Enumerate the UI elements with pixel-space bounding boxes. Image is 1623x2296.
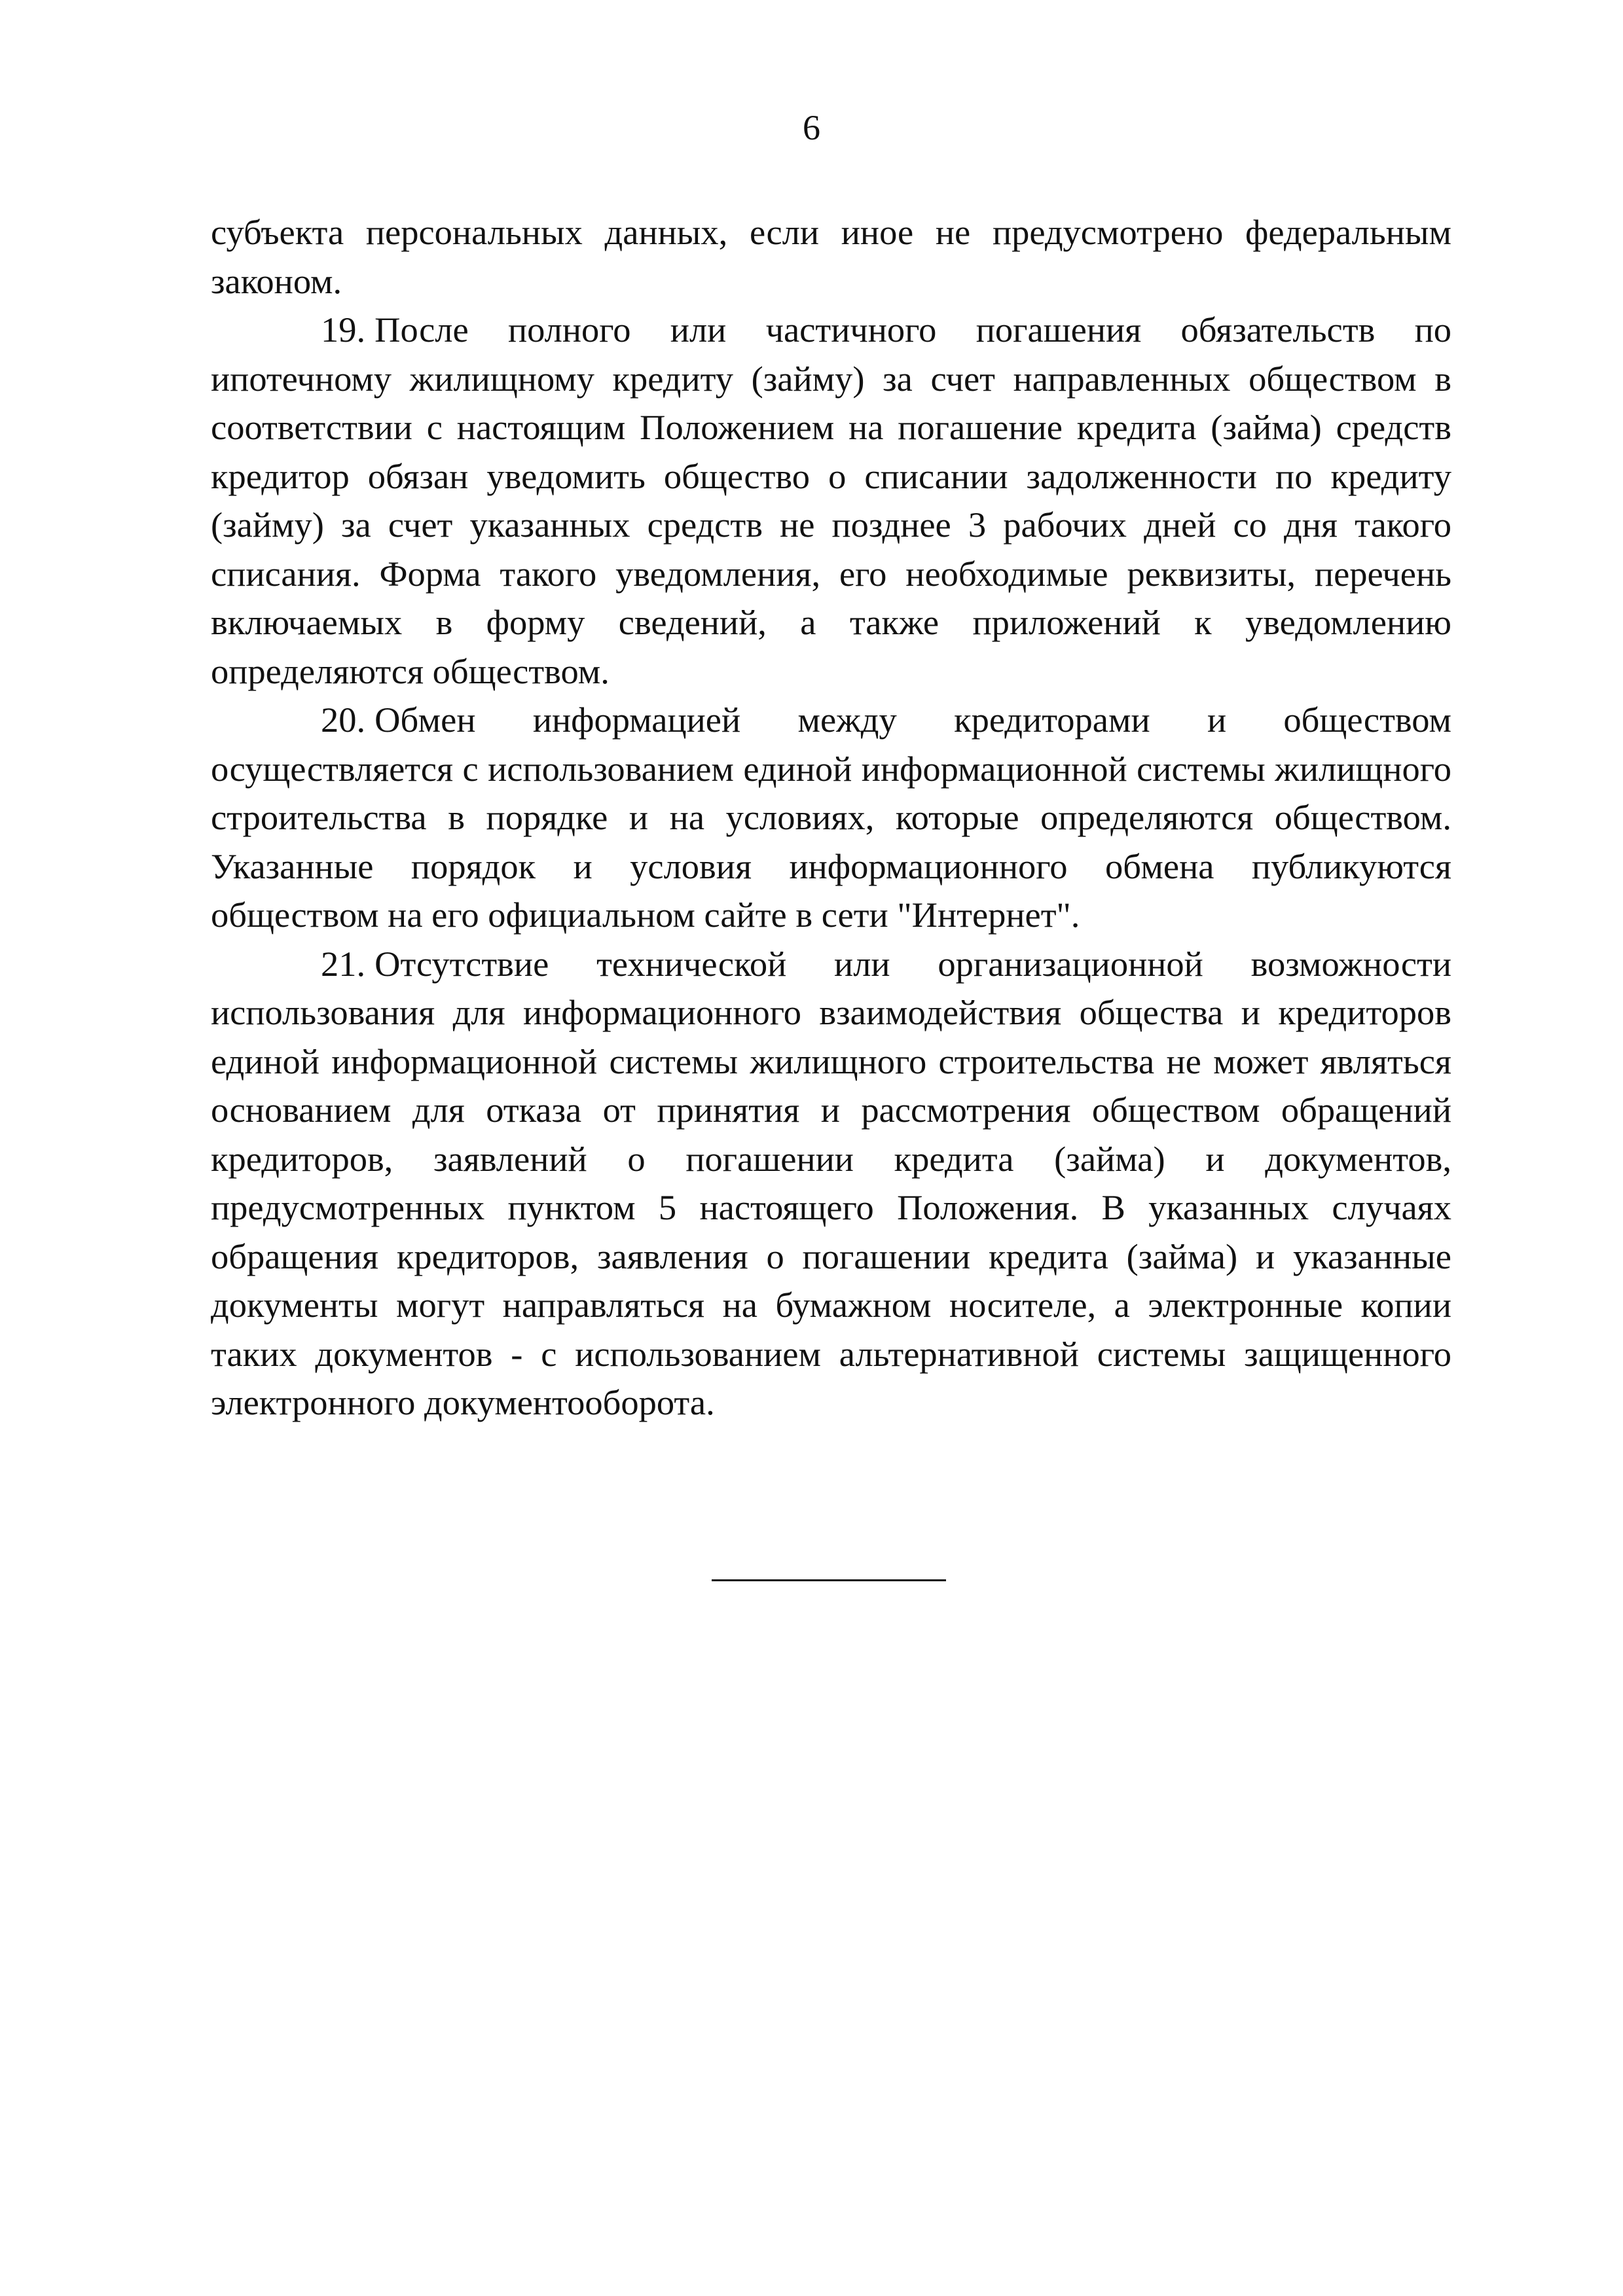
document-body <box>211 208 1451 1427</box>
paragraph-text: субъекта персональных данных, если иное не предусмотрено федеральным законом. <box>211 212 1451 301</box>
paragraph-20 <box>211 696 1451 940</box>
paragraph-text: После полного или частичного погашения обязательств по ипотечному жилищному кредиту (займу) за счет направленных обществом в соответствии с настоящим Положением на погашение кредита (займа) средств кредитор обязан уведомить общество о списании задолженности по кредиту (займу) за счет указанных средств не позднее 3 рабочих дней со дня такого списания. Форма такого уведомления, его необходимые реквизиты, перечень включаемых в форму сведений, а также приложений к уведомлению определяются обществом. <box>211 310 1451 691</box>
page-number: 6 <box>803 108 820 147</box>
paragraph-21 <box>211 940 1451 1427</box>
paragraph-continuation <box>211 208 1451 306</box>
paragraph-text: Отсутствие технической или организационной возможности использования для информационного взаимодействия общества и кредиторов единой информационной системы жилищного строительства не может являться основанием для отказа от принятия и рассмотрения обществом обращений кредиторов, заявлений о погашении кредита (займа) и документов, предусмотренных пунктом 5 настоящего Положения. В указанных случаях обращения кредиторов, заявления о погашении кредита (займа) и указанные документы могут направляться на бумажном носителе, а электронные копии таких документов - с использованием альтернативной системы защищенного электронного документооборота. <box>211 943 1451 1422</box>
paragraph-number: 21. <box>321 943 366 984</box>
end-of-document-rule <box>712 1579 946 1581</box>
paragraph-number: 19. <box>321 310 366 350</box>
paragraph-number: 20. <box>321 700 366 740</box>
paragraph-text: Обмен информацией между кредиторами и обществом осуществляется с использованием единой информационной системы жилищного строительства в порядке и на условиях, которые определяются обществом. Указанные порядок и условия информационного обмена публикуются обществом на его официальном сайте в сети "Интернет". <box>211 700 1451 935</box>
paragraph-19 <box>211 306 1451 696</box>
